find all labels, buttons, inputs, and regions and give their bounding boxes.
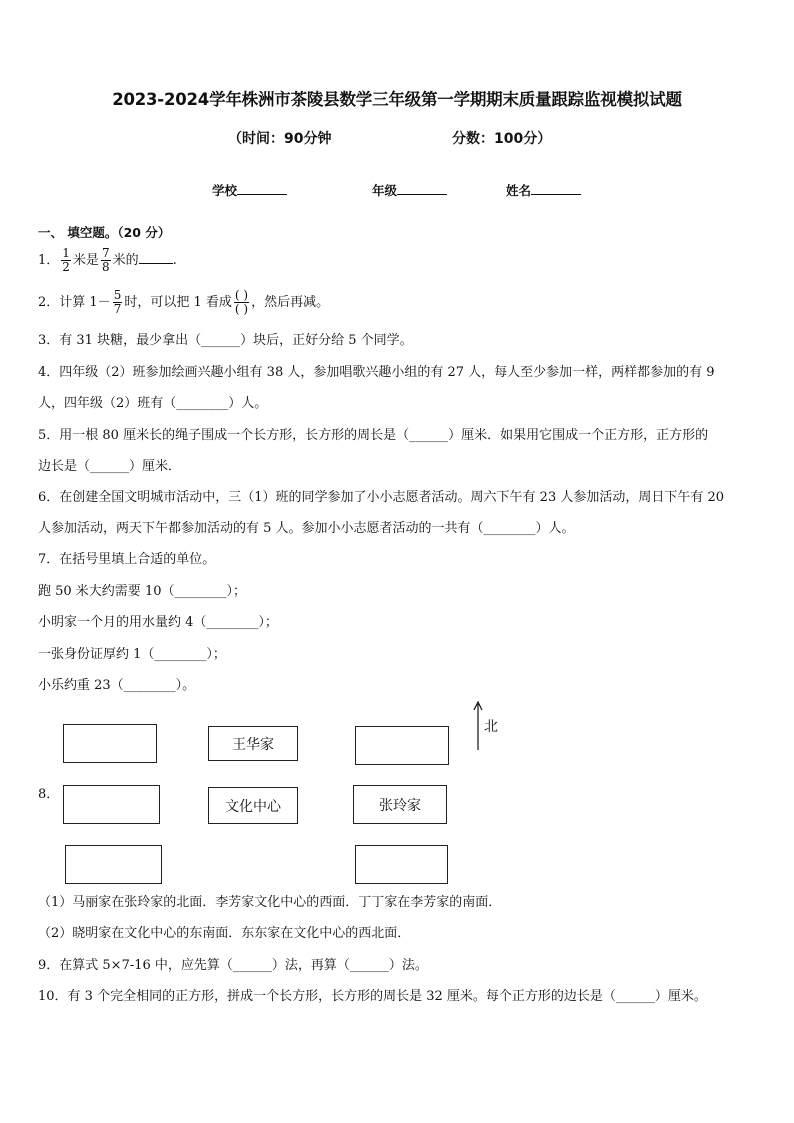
fraction: $\frac{5}{7}$	[113, 288, 122, 316]
map-box-empty[interactable]	[63, 724, 157, 763]
north-label: 北	[484, 719, 498, 735]
map-box-empty[interactable]	[65, 845, 162, 884]
question-5-line-2: 边长是（______）厘米．	[38, 459, 182, 474]
question-1: 1． $\frac{1}{2}$ 米是 $\frac{7}{8}$ 米的 .	[38, 246, 177, 274]
question-7-a: 跑 50 米大约需要 10（________）；	[38, 584, 246, 599]
exam-time: （时间：90分钟	[228, 131, 332, 147]
question-7-intro: 7．在括号里填上合适的单位。	[38, 552, 216, 567]
question-5-line-1: 5．用一根 80 厘米长的绳子围成一个长方形，长方形的周长是（______）厘米．如果用它围成一个正方形，正方形的	[38, 428, 709, 443]
question-number: 1．	[38, 253, 60, 268]
question-6-line-2: 人参加活动，两天下午都参加活动的有 5 人。参加小小志愿者活动的一共有（________）人。	[38, 521, 575, 536]
question-8-number: 8．	[38, 787, 60, 802]
fraction-blank[interactable]: $\frac{( )}{( )}$	[234, 288, 249, 316]
question-8-sub-1: （1）马丽家在张玲家的北面．李芳家文化中心的西面．丁丁家在李芳家的南面．	[38, 895, 502, 910]
map-box-empty[interactable]	[63, 785, 160, 824]
map-box-zhangling: 张玲家	[353, 785, 447, 824]
name-field	[506, 181, 581, 199]
grade-field	[372, 181, 447, 199]
exam-title: 2023-2024学年株洲市茶陵县数学三年级第一学期期末质量跟踪监视模拟试题	[112, 90, 682, 109]
question-6-line-1: 6．在创建全国文明城市活动中，三（1）班的同学参加了小小志愿者活动。周六下午有 23 人参加活动，周日下午有 20	[38, 490, 725, 505]
question-3: 3．有 31 块糖，最少拿出（______）块后，正好分给 5 个同学。	[38, 333, 413, 348]
name-label: 姓名	[506, 183, 532, 198]
school-field	[212, 181, 287, 199]
school-label: 学校	[212, 183, 238, 198]
fraction: $\frac{7}{8}$	[101, 246, 110, 274]
question-4-line-1: 4．四年级（2）班参加绘画兴趣小组有 38 人，参加唱歌兴趣小组的有 27 人，每人至少参加一样，两样都参加的有 9	[38, 365, 715, 380]
question-7-d: 小乐约重 23（________）。	[38, 678, 196, 693]
name-blank[interactable]	[531, 181, 581, 195]
map-box-wenhua: 文化中心	[208, 787, 298, 824]
question-7-c: 一张身份证厚约 1（________）；	[38, 647, 226, 662]
section-heading: 一、 填空题。（20 分）	[38, 225, 171, 240]
question-10: 10．有 3 个完全相同的正方形，拼成一个长方形，长方形的周长是 32 厘米。每个正方形的边长是（______）厘米。	[38, 989, 707, 1004]
school-blank[interactable]	[237, 181, 287, 195]
answer-blank[interactable]	[139, 250, 173, 264]
question-4-line-2: 人，四年级（2）班有（________）人。	[38, 396, 268, 411]
question-8-sub-2: （2）晓明家在文化中心的东南面．东东家在文化中心的西北面．	[38, 926, 411, 941]
question-2: 2．计算 1－ $\frac{5}{7}$ 时，可以把 1 看成 $\frac{( )}{( )}$ ，然后再减。	[38, 288, 330, 316]
fraction: $\frac{1}{2}$	[62, 246, 70, 274]
grade-label: 年级	[372, 183, 398, 198]
map-box-wanghua: 王华家	[208, 726, 298, 761]
north-arrow-icon	[472, 700, 484, 750]
map-box-empty[interactable]	[355, 845, 448, 884]
question-9: 9．在算式 5×7-16 中，应先算（______）法，再算（______）法。	[38, 958, 428, 973]
map-box-empty[interactable]	[355, 726, 449, 765]
question-7-b: 小明家一个月的用水量约 4（________）；	[38, 615, 278, 630]
exam-score: 分数：100分）	[452, 131, 552, 147]
grade-blank[interactable]	[397, 181, 447, 195]
